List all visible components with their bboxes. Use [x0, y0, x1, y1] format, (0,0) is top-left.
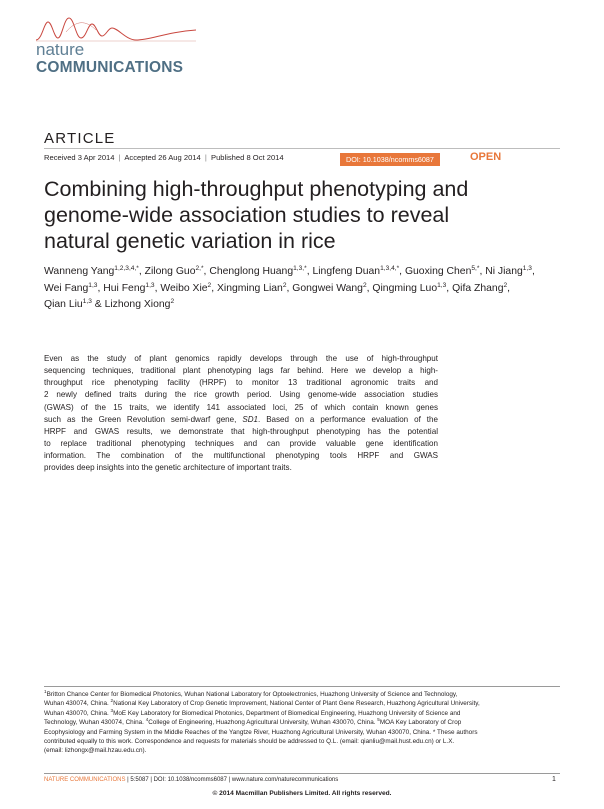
author-separator: ,: [138, 266, 145, 277]
publication-dates: [44, 153, 284, 162]
author-name: Ni Jiang: [485, 266, 523, 277]
abstract-line: to replace traditional phenotyping techniques and can provide valuable gene identification: [44, 439, 438, 449]
journal-logo: [36, 14, 196, 84]
affiliation-line: [44, 690, 564, 699]
author-affiliation-sup: 5,*: [471, 265, 480, 272]
affiliation-text: (email: lizhongx@mail.hzau.edu.cn).: [44, 747, 147, 755]
author-name: Hui Feng: [103, 282, 146, 294]
footer-divider: [44, 773, 560, 774]
author-separator: ,: [446, 282, 453, 294]
abstract-line: Even as the study of plant genomics rapidly develops through the use of high-throughput: [44, 354, 438, 363]
author-line: [44, 297, 564, 314]
author-affiliation-sup: 1,2,3,4,*: [114, 265, 139, 272]
author-separator: &: [91, 299, 105, 310]
author-separator: ,: [306, 266, 313, 277]
article-type-label: ARTICLE: [44, 130, 116, 147]
author-separator: ,: [366, 282, 373, 294]
author-separator: ,: [399, 266, 405, 277]
author-affiliation-sup: 2: [282, 281, 287, 289]
author-affiliation-sup: 1,3: [437, 281, 447, 289]
affiliation-text: Wuhan 430070, China.: [44, 709, 111, 717]
affiliation-text: Wuhan 430074, China.: [44, 700, 111, 708]
author-separator: ,: [154, 282, 161, 294]
author-name: Wanneng Yang: [44, 266, 115, 277]
author-name: Wei Fang: [44, 282, 89, 294]
author-name: Qingming Luo: [372, 282, 438, 294]
affiliation-sup: 2: [110, 698, 114, 704]
affiliation-sup: 1: [44, 689, 47, 694]
footer-citation: [44, 777, 338, 783]
affiliation-text: National Key Laboratory of Crop Genetic Improvement, National Center of Plant Gene Research, Huazhong Agricultural University,: [113, 700, 480, 708]
copyright-notice: © 2014 Macmillan Publishers Limited. All rights reserved.: [212, 790, 392, 797]
author-affiliation-sup: 2: [170, 298, 175, 305]
author-list: [44, 264, 564, 314]
title-line: Combining high-throughput phenotyping and: [44, 177, 469, 201]
author-affiliation-sup: 1,3: [88, 281, 98, 289]
author-separator: ,: [97, 282, 104, 294]
author-line: [44, 264, 564, 281]
affiliation-text: Ecophysiology and Farming System in the Middle Reaches of the Yangtze River, Huazhong Agricultural University, Wuhan 430070, China. * These authors: [44, 728, 478, 736]
author-affiliation-sup: 1,3,4,*: [380, 265, 400, 272]
affiliation-line: [44, 746, 564, 755]
affiliation-line: [44, 709, 564, 718]
affiliation-line: [44, 718, 564, 727]
date-separator: |: [204, 153, 207, 162]
affiliation-line: [44, 728, 564, 737]
abstract-line: HRPF and GWAS results, we demonstrate that high-throughput phenotyping has the potential: [44, 426, 438, 436]
abstract-line: such as the Green Revolution semi-dwarf gene, SD1. Based on a performance evaluation of the: [44, 414, 438, 424]
date-separator: |: [118, 153, 121, 162]
author-affiliation-sup: 2,*: [195, 265, 204, 272]
abstract: [44, 353, 438, 475]
affiliation-line: [44, 737, 564, 746]
author-affiliation-sup: 1,3: [82, 298, 92, 305]
affiliation-text: Britton Chance Center for Biomedical Photonics, Wuhan National Laboratory for Optoelectronics, Huazhong University of Science and Technology,: [46, 691, 458, 698]
author-affiliation-sup: 1,3: [522, 265, 532, 272]
received-date: Received 3 Apr 2014: [44, 153, 115, 162]
author-name: Gongwei Wang: [292, 282, 363, 294]
author-name: Guoxing Chen: [404, 266, 472, 277]
abstract-line: throughput rice phenotyping facility (HRPF) to monitor 13 traditional agronomic traits and: [44, 378, 438, 388]
author-separator: ,: [507, 282, 511, 294]
accepted-date: Accepted 26 Aug 2014: [124, 153, 201, 162]
header-divider: [44, 148, 560, 149]
affiliation-sup: 3: [110, 707, 114, 713]
affiliation-text: College of Engineering, Huazhong Agricultural University, Wuhan 430070, China.: [148, 719, 378, 727]
doi-badge[interactable]: DOI: 10.1038/ncomms6087: [340, 153, 440, 166]
affiliations: [44, 690, 564, 756]
affiliation-text: MOA Key Laboratory of Crop: [379, 719, 462, 727]
author-line: [44, 281, 564, 298]
title-line: natural genetic variation in rice: [44, 229, 336, 253]
author-name: Weibo Xie: [160, 282, 208, 294]
affiliation-text: Technology, Wuhan 430074, China.: [44, 719, 146, 727]
abstract-line: provides deep insights into the genetic architecture of important traits.: [44, 463, 292, 473]
affiliation-line: [44, 699, 564, 708]
author-affiliation-sup: 2: [362, 281, 367, 289]
affiliation-text: contributed equally to this work. Correspondence and requests for materials should be addressed to Q.L. (email: qianliu@mail.hust.edu.cn) or L.X.: [44, 738, 455, 746]
abstract-line: sequencing techniques, traditional plant phenotyping lags far behind. Here we develop a high-: [44, 366, 438, 376]
author-affiliation-sup: 1,3: [145, 281, 155, 289]
author-name: Zilong Guo: [144, 266, 196, 277]
author-separator: ,: [531, 266, 535, 277]
author-name: Qifa Zhang: [452, 282, 504, 294]
affiliation-sup: 4: [145, 717, 149, 723]
author-name: Lizhong Xiong: [104, 299, 171, 310]
open-access-badge: OPEN: [470, 151, 502, 163]
author-affiliation-sup: 2: [207, 281, 212, 289]
footer-citation-text[interactable]: | 5:5087 | DOI: 10.1038/ncomms6087 | www.nature.com/naturecommunications: [125, 777, 339, 783]
affiliation-divider: [44, 686, 560, 687]
author-separator: ,: [479, 266, 486, 277]
abstract-line: (GWAS) of the 15 traits, we identify 141 associated loci, 25 of which contain known genes: [44, 402, 438, 412]
footer-journal-name: NATURE COMMUNICATIONS: [44, 777, 126, 783]
logo-word-nature: nature: [36, 40, 85, 59]
author-separator: ,: [286, 282, 293, 294]
affiliation-text: MoE Key Laboratory for Biomedical Photonics, Department of Biomedical Engineering, Huazhong University of Science and: [113, 709, 461, 717]
published-date: Published 8 Oct 2014: [211, 153, 284, 162]
page-number: 1: [552, 776, 556, 783]
title-line: genome-wide association studies to reveal: [44, 203, 450, 227]
author-separator: ,: [203, 266, 210, 277]
author-affiliation-sup: 2: [503, 281, 508, 289]
author-name: Qian Liu: [44, 299, 83, 310]
author-name: Lingfeng Duan: [312, 266, 381, 277]
abstract-line: 2 newly defined traits during the rice growth period. Using genome-wide association studies: [44, 390, 438, 400]
author-name: Xingming Lian: [216, 282, 283, 294]
abstract-line: information. The combination of the multifunctional phenotyping tools HRPF and GWAS: [44, 451, 438, 461]
author-separator: ,: [211, 282, 217, 294]
affiliation-sup: 5: [377, 717, 380, 723]
logo-word-communications: COMMUNICATIONS: [36, 59, 184, 76]
article-title: [44, 176, 564, 254]
author-name: Chenglong Huang: [209, 266, 294, 277]
author-affiliation-sup: 1,3,*: [293, 265, 307, 272]
